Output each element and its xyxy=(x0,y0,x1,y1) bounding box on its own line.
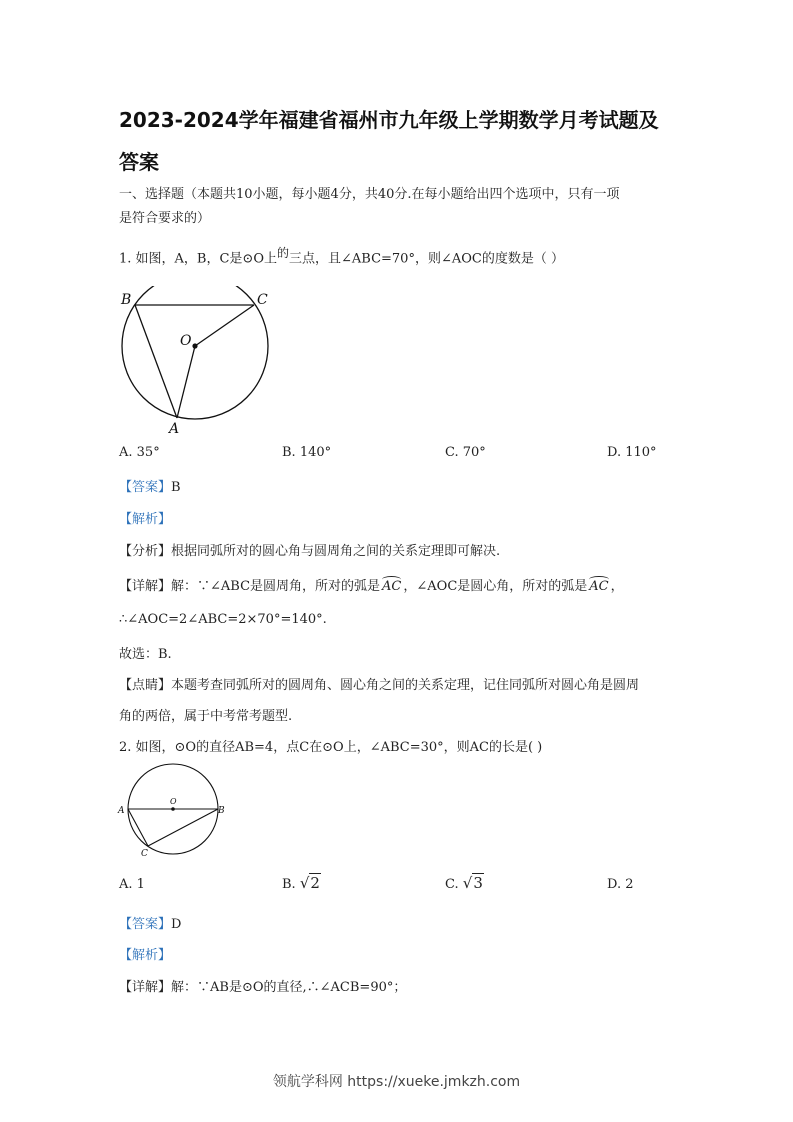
q2-option-d: D. 2 xyxy=(607,877,634,892)
q2-answer-tag: 【答案】 xyxy=(119,917,172,932)
q2-detail-text: 解：∵AB是⊙O的直径,∴∠ACB=90°； xyxy=(171,980,407,995)
q1-circle-figure xyxy=(112,286,282,436)
q2-label-o: O xyxy=(170,797,177,806)
q2-option-a: A. 1 xyxy=(119,877,145,892)
q2-option-c-radicand: 3 xyxy=(473,874,483,892)
q1-label-a: A xyxy=(169,421,180,436)
q2-option-b-radicand: 2 xyxy=(310,874,320,892)
q1-stem xyxy=(119,244,564,266)
q1-stem-superscript: 的 xyxy=(276,246,289,260)
q2-stem: 2. 如图，⊙O的直径AB=4，点C在⊙O上，∠ABC=30°，则AC的长是( ) xyxy=(119,740,543,755)
q1-circle xyxy=(122,286,268,419)
q1-detail-tag: 【详解】 xyxy=(119,579,172,594)
q2-option-b-sqrt: √2 xyxy=(299,874,320,892)
q1-option-a: A. 35° xyxy=(119,445,160,460)
q2-segment-bc xyxy=(148,809,218,846)
q1-analysis-tag: 【解析】 xyxy=(119,512,172,527)
q1-comment-tag: 【点睛】 xyxy=(119,678,172,693)
q1-answer-value: B xyxy=(171,480,181,495)
q1-detail-part-a: 解：∵∠ABC是圆周角，所对的弧是 xyxy=(171,579,381,594)
q2-label-a: A xyxy=(118,806,125,816)
q1-segment-ba xyxy=(135,305,177,418)
q1-segment-oc xyxy=(195,305,254,346)
q2-option-b-prefix: B. xyxy=(282,877,296,892)
q2-center-dot xyxy=(171,807,175,811)
q1-detail xyxy=(119,575,624,594)
q1-label-b: B xyxy=(121,292,132,308)
q1-fenxi-tag: 【分析】 xyxy=(119,544,172,559)
page-footer-watermark: 领航学科网 https://xueke.jmkzh.com xyxy=(272,1074,521,1090)
q1-answer-tag: 【答案】 xyxy=(119,480,172,495)
section-heading-line1: 一、选择题（本题共10小题，每小题4分，共40分.在每小题给出四个选项中，只有一项 xyxy=(119,187,620,202)
q2-circle-figure xyxy=(114,762,230,858)
q2-analysis-tag: 【解析】 xyxy=(119,948,172,963)
q1-detail-part-c: ， xyxy=(610,579,624,594)
q2-detail xyxy=(119,976,406,995)
q1-label-c: C xyxy=(257,292,268,308)
q1-label-o: O xyxy=(180,333,192,349)
q2-label-c: C xyxy=(141,849,148,858)
q1-segment-oa xyxy=(177,346,195,418)
q2-option-c-sqrt: √3 xyxy=(462,874,483,892)
section-heading-line2: 是符合要求的） xyxy=(119,211,211,226)
q1-answer xyxy=(119,476,181,495)
q1-stem-part-a: 1. 如图，A，B，C是⊙O上 xyxy=(119,251,277,267)
q2-answer-value: D xyxy=(171,917,182,932)
q2-option-c-prefix: C. xyxy=(445,877,459,892)
q1-comment-text-1: 本题考查同弧所对的圆周角、圆心角之间的关系定理，记住同弧所对圆心角是圆周 xyxy=(171,678,640,693)
q2-segment-ac xyxy=(128,809,148,846)
q2-option-c xyxy=(445,874,484,892)
q2-option-b xyxy=(282,874,321,892)
q1-arc-ac-2: AC xyxy=(589,579,609,594)
q1-option-b: B. 140° xyxy=(282,445,332,460)
q1-center-dot xyxy=(192,343,197,348)
q1-calculation: ∴∠AOC=2∠ABC=2×70°=140°. xyxy=(119,612,327,627)
q2-label-b: B xyxy=(218,806,225,816)
q1-choose: 故选：B. xyxy=(119,647,172,662)
q1-comment-line1 xyxy=(119,674,639,693)
q1-option-d: D. 110° xyxy=(607,445,657,460)
q1-option-c: C. 70° xyxy=(445,445,486,460)
q1-comment-line2: 角的两倍，属于中考常考题型. xyxy=(119,709,293,724)
q2-detail-tag: 【详解】 xyxy=(119,980,172,995)
q1-detail-part-b: ，∠AOC是圆心角，所对的弧是 xyxy=(403,579,588,594)
q1-arc-ac-1: AC xyxy=(382,579,402,594)
q1-fenxi xyxy=(119,540,500,559)
q1-fenxi-text: 根据同弧所对的圆心角与圆周角之间的关系定理即可解决. xyxy=(171,544,501,559)
page-title-line1: 2023-2024学年福建省福州市九年级上学期数学月考试题及 xyxy=(119,108,659,132)
page-title-line2: 答案 xyxy=(119,150,159,174)
q2-answer xyxy=(119,913,181,932)
q1-stem-part-b: 三点，且∠ABC=70°，则∠AOC的度数是（ ） xyxy=(289,251,564,267)
